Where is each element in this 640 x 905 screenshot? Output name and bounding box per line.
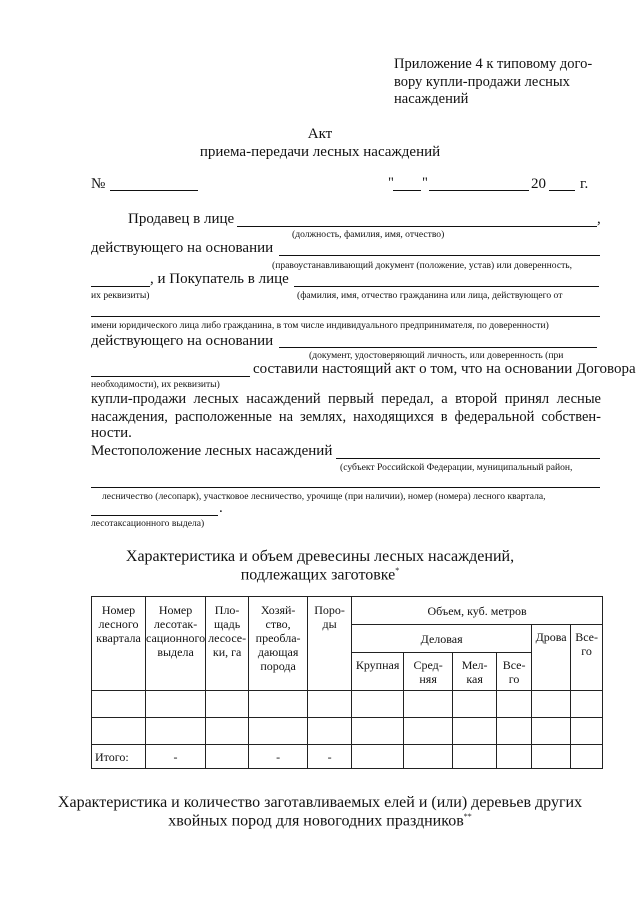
- buyer-hint: (фамилия, имя, отчество гражданина или лица, действующего от: [297, 290, 563, 301]
- table-cell[interactable]: [571, 745, 603, 769]
- seller-hint: (должность, фамилия, имя, отчество): [292, 229, 445, 240]
- table-cell[interactable]: [404, 718, 453, 745]
- day-field[interactable]: [393, 190, 421, 191]
- date-quote-open: ": [388, 175, 394, 191]
- seller-label: Продавец в лице: [128, 211, 235, 227]
- table-cell[interactable]: [92, 718, 146, 745]
- table-cell[interactable]: [308, 691, 352, 718]
- table-row: [92, 718, 603, 745]
- header-volume: Объем, куб. метров: [352, 597, 603, 625]
- table-cell[interactable]: [404, 691, 453, 718]
- header-medium: Сред- няя: [404, 653, 453, 691]
- header-species: Поро- ды: [308, 597, 352, 691]
- table-cell[interactable]: [453, 691, 497, 718]
- section1-title-text: подлежащих заготовке: [240, 566, 396, 584]
- appendix-line: вору купли-продажи лесных: [394, 73, 570, 90]
- contract-line: купли-продажи лесных насаждений первый передал, а второй принял лесные: [91, 391, 601, 407]
- basis-label-2: действующего на основании: [91, 333, 274, 349]
- header-quarter: Номер лесного квартала: [92, 597, 146, 691]
- table-cell[interactable]: [206, 745, 249, 769]
- period-mark: .: [219, 500, 223, 516]
- year-field[interactable]: [549, 190, 575, 191]
- month-field[interactable]: [429, 190, 529, 191]
- total-label: Итого:: [92, 745, 146, 769]
- table-cell[interactable]: [206, 718, 249, 745]
- table-cell[interactable]: [352, 745, 404, 769]
- compiled-text: составили настоящий акт о том, что на основании Договора: [253, 361, 636, 377]
- act-subtitle: приема-передачи лесных насаждений: [199, 144, 441, 160]
- table-cell[interactable]: [92, 691, 146, 718]
- total-subdivision: -: [146, 745, 206, 769]
- section2-title-text: хвойных пород для новогодних праздников: [168, 812, 464, 830]
- doc-field[interactable]: [279, 347, 597, 348]
- table-cell[interactable]: [453, 718, 497, 745]
- contract-last: ности.: [91, 425, 132, 441]
- appendix-line: насаждений: [394, 91, 469, 107]
- location-label: Местоположение лесных насаждений: [91, 443, 333, 459]
- seller-field[interactable]: [237, 226, 597, 227]
- legal-entity-hint: имени юридического лица либо гражданина, в том числе индивидуального предпринимателя, по доверенности): [91, 320, 549, 331]
- legal-entity-field[interactable]: [91, 316, 600, 317]
- requisites-field[interactable]: [91, 286, 150, 287]
- year-suffix: г.: [580, 176, 589, 192]
- subject-hint: (субъект Российской Федерации, муниципальный район,: [340, 462, 573, 473]
- table-cell[interactable]: [146, 718, 206, 745]
- table-cell[interactable]: [497, 718, 532, 745]
- header-subdivision: Номер лесотак- сационного выдела: [146, 597, 206, 691]
- volume-table: [91, 596, 603, 769]
- number-label: №: [91, 176, 106, 192]
- date-quote-close: ": [422, 175, 428, 191]
- subdivision-hint: лесотаксационного выдела): [91, 518, 205, 529]
- location-field[interactable]: [336, 458, 600, 459]
- table-total-row: [92, 745, 603, 769]
- footnote-mark: *: [395, 566, 400, 575]
- table-cell[interactable]: [146, 691, 206, 718]
- table-cell[interactable]: [571, 718, 603, 745]
- header-small: Мел- кая: [453, 653, 497, 691]
- subdivision-field[interactable]: [91, 515, 218, 516]
- section2-title-line2: [0, 812, 640, 830]
- doc-hint: (документ, удостоверяющий личность, или доверенность (при: [309, 350, 564, 361]
- header-total: Все- го: [571, 625, 603, 691]
- table-row: [92, 691, 603, 718]
- header-farm: Хозяй- ство, преобла- дающая порода: [249, 597, 308, 691]
- table-cell[interactable]: [249, 691, 308, 718]
- table-cell[interactable]: [453, 745, 497, 769]
- doc-requisites-field[interactable]: [91, 376, 250, 377]
- basis-label: действующего на основании: [91, 240, 274, 256]
- appendix-line: Приложение 4 к типовому дого-: [394, 56, 593, 72]
- total-species: -: [308, 745, 352, 769]
- number-field[interactable]: [110, 190, 198, 191]
- appendix-note: [394, 56, 592, 109]
- buyer-label: , и Покупатель в лице: [150, 271, 289, 287]
- forestry-hint: лесничество (лесопарк), участковое лесничество, урочище (при наличии), номер (номера) лесного квартала,: [102, 491, 546, 502]
- footnote-mark: **: [463, 812, 472, 821]
- basis-field[interactable]: [279, 255, 600, 256]
- forestry-field[interactable]: [91, 487, 600, 488]
- table-cell[interactable]: [308, 718, 352, 745]
- header-area: Пло- щадь лесосе- ки, га: [206, 597, 249, 691]
- header-firewood: Дрова: [532, 625, 571, 691]
- requisites-hint: их реквизиты): [91, 290, 150, 301]
- act-title: Акт: [307, 126, 333, 142]
- necessity-hint: необходимости), их реквизиты): [91, 379, 220, 390]
- buyer-field[interactable]: [294, 286, 599, 287]
- basis-hint: (правоустанавливающий документ (положение, устав) или доверенность,: [272, 260, 573, 271]
- seller-comma: ,: [597, 211, 601, 227]
- section1-title-line2: [0, 566, 640, 584]
- table-cell[interactable]: [497, 745, 532, 769]
- section1-title-line1: Характеристика и объем древесины лесных насаждений,: [125, 548, 515, 565]
- table-cell[interactable]: [532, 745, 571, 769]
- table-cell[interactable]: [404, 745, 453, 769]
- table-cell[interactable]: [352, 691, 404, 718]
- header-business-total: Все- го: [497, 653, 532, 691]
- header-large: Крупная: [352, 653, 404, 691]
- table-cell[interactable]: [532, 718, 571, 745]
- table-cell[interactable]: [532, 691, 571, 718]
- table-cell[interactable]: [571, 691, 603, 718]
- table-cell[interactable]: [206, 691, 249, 718]
- table-cell[interactable]: [249, 718, 308, 745]
- section2-title-line1: Характеристика и количество заготавливаемых елей и (или) деревьев других: [57, 794, 583, 811]
- table-cell[interactable]: [352, 718, 404, 745]
- contract-line: насаждения, расположенные на землях, находящихся в федеральной собствен-: [91, 409, 601, 425]
- year-prefix: 20: [531, 176, 546, 192]
- header-business: Деловая: [352, 625, 532, 653]
- table-cell[interactable]: [497, 691, 532, 718]
- total-farm: -: [249, 745, 308, 769]
